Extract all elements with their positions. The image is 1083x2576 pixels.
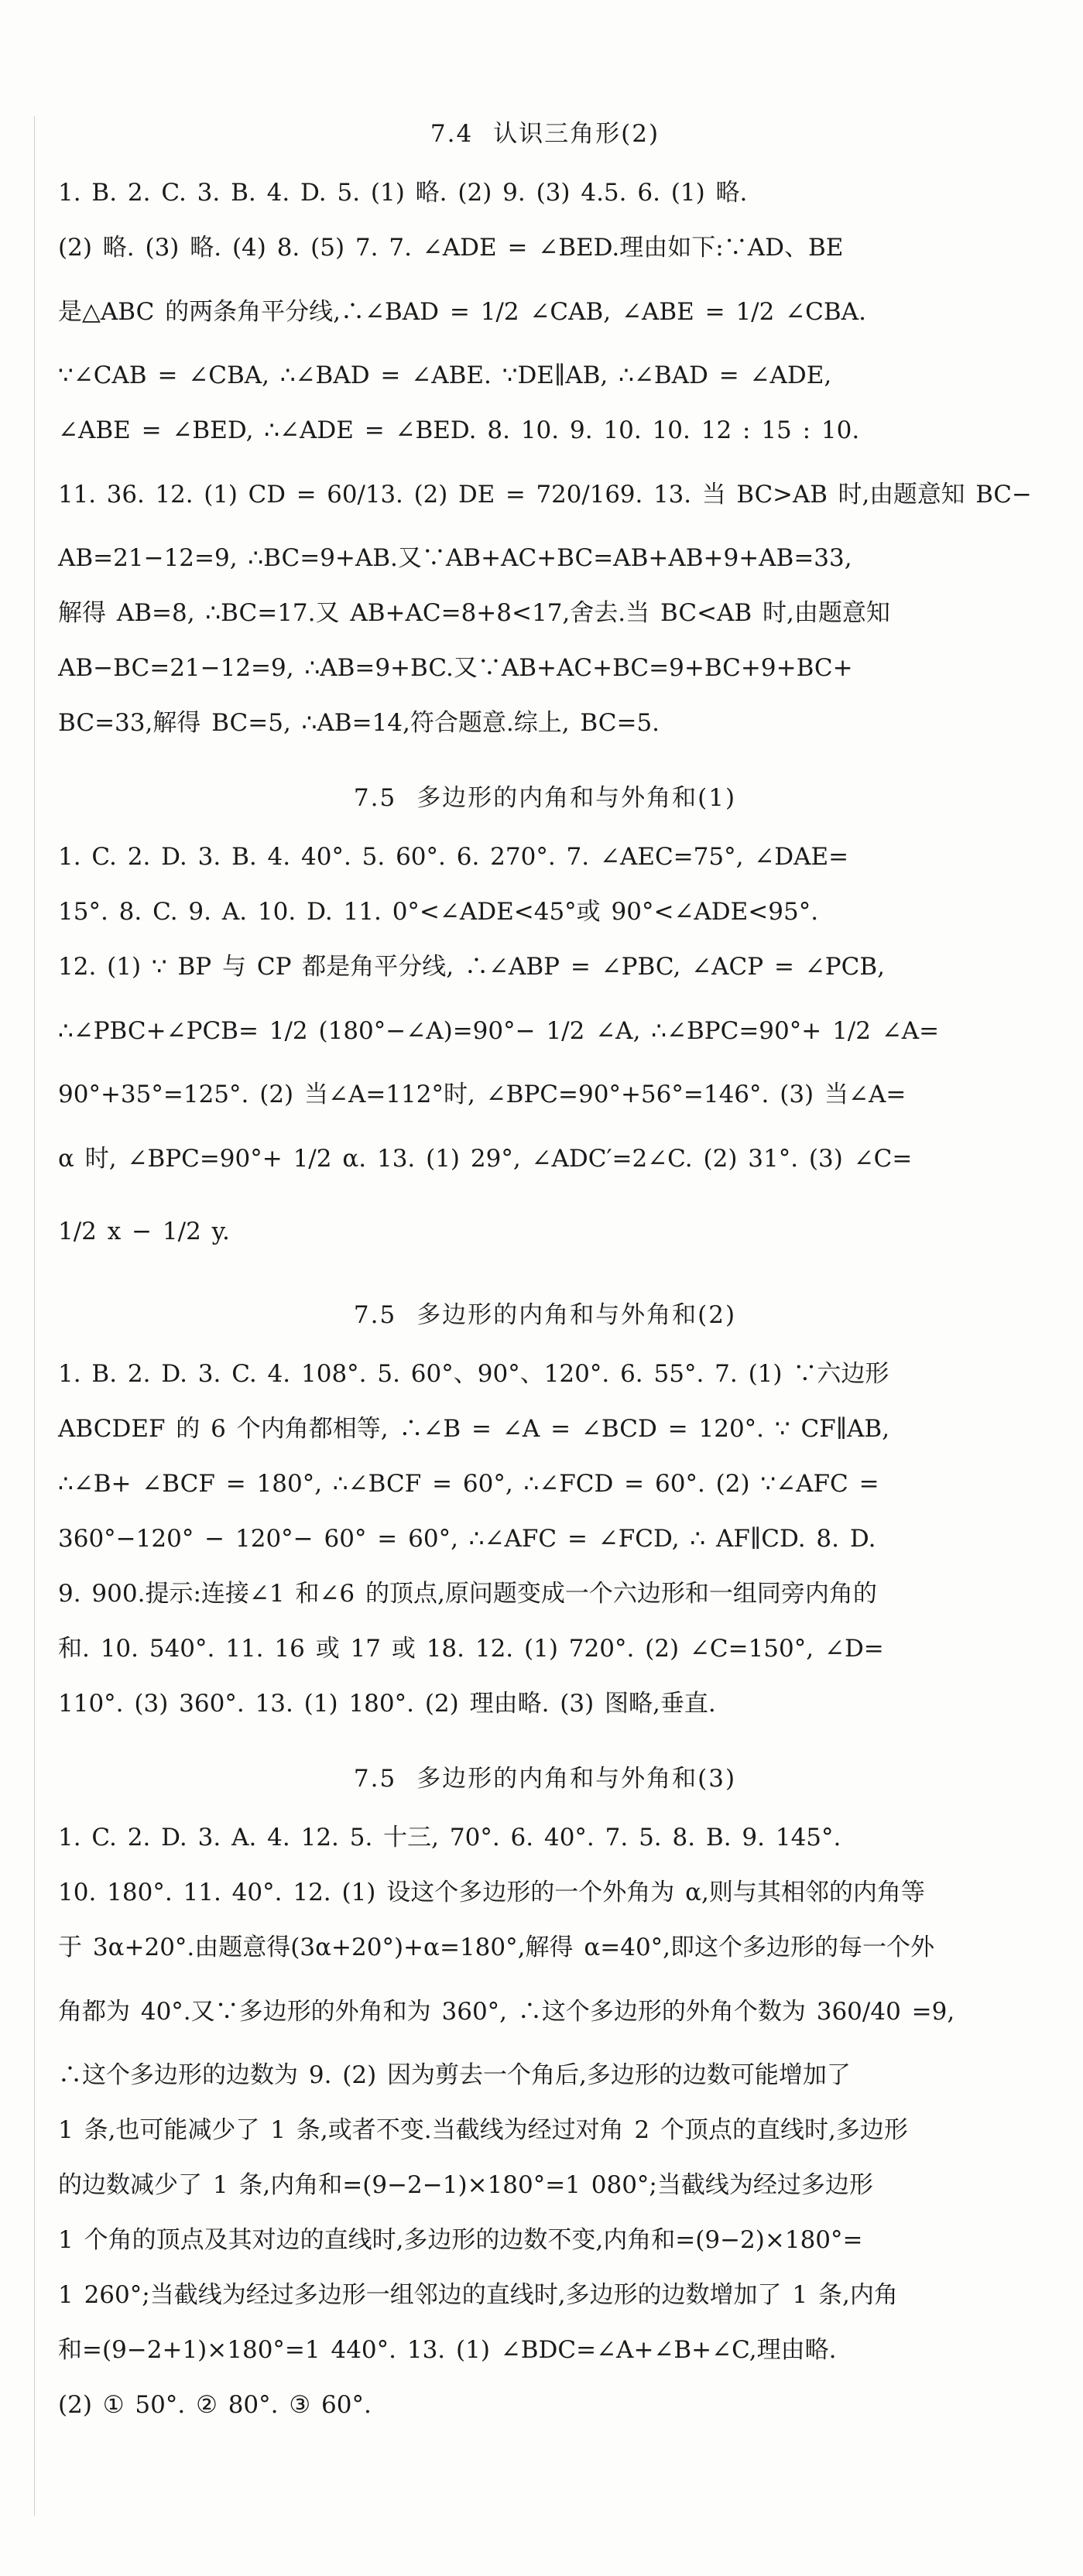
- answer-line: 1. B. 2. C. 3. B. 4. D. 5. (1) 略. (2) 9. (3) 4.5. 6. (1) 略.: [58, 179, 748, 207]
- section-number: 7.5: [353, 1301, 397, 1329]
- answer-line: ∴∠B+ ∠BCF = 180°, ∴∠BCF = 60°, ∴∠FCD = 60°. (2) ∵∠AFC =: [58, 1470, 879, 1498]
- section-heading: 多边形的内角和与外角和(1): [416, 784, 737, 812]
- answer-line: AB=21−12=9, ∴BC=9+AB.又∵AB+AC+BC=AB+AB+9+AB=33,: [58, 544, 852, 572]
- section-heading: 多边形的内角和与外角和(3): [416, 1765, 737, 1793]
- left-margin-line: [34, 116, 35, 2516]
- section-title: [58, 1297, 1032, 1333]
- answer-line: 于 3α+20°.由题意得(3α+20°)+α=180°,解得 α=40°,即这个多边形的每一个外: [58, 1934, 935, 1961]
- answer-line: 角都为 40°.又∵多边形的外角和为 360°, ∴这个多边形的外角个数为 360/40 =9,: [58, 1998, 955, 2026]
- answer-line: 是△ABC 的两条角平分线,∴∠BAD = 1/2 ∠CAB, ∠ABE = 1/2 ∠CBA.: [58, 298, 866, 326]
- answer-line: AB−BC=21−12=9, ∴AB=9+BC.又∵AB+AC+BC=9+BC+9+BC+: [58, 654, 853, 682]
- section-answers: [58, 1347, 1032, 1732]
- answer-line: BC=33,解得 BC=5, ∴AB=14,符合题意.综上, BC=5.: [58, 709, 660, 737]
- answer-line: 110°. (3) 360°. 13. (1) 180°. (2) 理由略. (3) 图略,垂直.: [58, 1690, 716, 1718]
- section-answers: [58, 166, 1032, 751]
- section-answers: [58, 830, 1032, 1268]
- section-heading: 多边形的内角和与外角和(2): [416, 1301, 737, 1329]
- answer-line: 1. C. 2. D. 3. A. 4. 12. 5. 十三, 70°. 6. 40°. 7. 5. 8. B. 9. 145°.: [58, 1824, 841, 1852]
- answer-line: 15°. 8. C. 9. A. 10. D. 11. 0°<∠ADE<45°或 90°<∠ADE<95°.: [58, 898, 819, 926]
- section-title: [58, 116, 1032, 152]
- answer-line: 10. 180°. 11. 40°. 12. (1) 设这个多边形的一个外角为 α,则与其相邻的内角等: [58, 1879, 925, 1906]
- answer-line: 的边数减少了 1 条,内角和=(9−2−1)×180°=1 080°;当截线为经过多边形: [58, 2171, 873, 2199]
- answer-line: 1/2 x − 1/2 y.: [58, 1218, 230, 1245]
- answer-line: 1 条,也可能减少了 1 条,或者不变.当截线为经过对角 2 个顶点的直线时,多边形: [58, 2116, 908, 2144]
- answer-line: 1 个角的顶点及其对边的直线时,多边形的边数不变,内角和=(9−2)×180°=: [58, 2226, 863, 2254]
- answer-line: 解得 AB=8, ∴BC=17.又 AB+AC=8+8<17,舍去.当 BC<AB 时,由题意知: [58, 599, 890, 627]
- answer-line: 12. (1) ∵ BP 与 CP 都是角平分线, ∴∠ABP = ∠PBC, ∠ACP = ∠PCB,: [58, 953, 885, 981]
- section-heading: 认识三角形(2): [493, 120, 660, 148]
- answer-line: 360°−120° − 120°− 60° = 60°, ∴∠AFC = ∠FCD, ∴ AF∥CD. 8. D.: [58, 1525, 876, 1553]
- answer-line: 90°+35°=125°. (2) 当∠A=112°时, ∠BPC=90°+56°=146°. (3) 当∠A=: [58, 1081, 906, 1108]
- section-answers: [58, 1810, 1032, 2433]
- section-title: [58, 1761, 1032, 1797]
- answer-line: 11. 36. 12. (1) CD = 60/13. (2) DE = 720/169. 13. 当 BC>AB 时,由题意知 BC−: [58, 481, 1032, 509]
- section-number: 7.5: [353, 1765, 397, 1793]
- answer-line: (2) 略. (3) 略. (4) 8. (5) 7. 7. ∠ADE = ∠BED.理由如下:∵AD、BE: [58, 234, 844, 262]
- answer-line: ∵∠CAB = ∠CBA, ∴∠BAD = ∠ABE. ∵DE∥AB, ∴∠BAD = ∠ADE,: [58, 361, 832, 389]
- answer-line: 1. B. 2. D. 3. C. 4. 108°. 5. 60°、90°、120°. 6. 55°. 7. (1) ∵六边形: [58, 1360, 889, 1388]
- answer-line: (2) ① 50°. ② 80°. ③ 60°.: [58, 2391, 372, 2419]
- answer-line: 1 260°;当截线为经过多边形一组邻边的直线时,多边形的边数增加了 1 条,内角: [58, 2281, 898, 2309]
- answer-line: 和=(9−2+1)×180°=1 440°. 13. (1) ∠BDC=∠A+∠B+∠C,理由略.: [58, 2336, 837, 2364]
- answer-line: 9. 900.提示:连接∠1 和∠6 的顶点,原问题变成一个六边形和一组同旁内角的: [58, 1580, 877, 1608]
- section-number: 7.5: [353, 784, 397, 812]
- section-number: 7.4: [430, 120, 474, 148]
- answer-line: 1. C. 2. D. 3. B. 4. 40°. 5. 60°. 6. 270°. 7. ∠AEC=75°, ∠DAE=: [58, 843, 849, 871]
- answer-line: ∴∠PBC+∠PCB= 1/2 (180°−∠A)=90°− 1/2 ∠A, ∴∠BPC=90°+ 1/2 ∠A=: [58, 1017, 940, 1045]
- answer-line: ABCDEF 的 6 个内角都相等, ∴∠B = ∠A = ∠BCD = 120°. ∵ CF∥AB,: [58, 1415, 890, 1443]
- section-title: [58, 780, 1032, 816]
- answer-content: [58, 116, 1032, 2433]
- answer-line: α 时, ∠BPC=90°+ 1/2 α. 13. (1) 29°, ∠ADC′=2∠C. (2) 31°. (3) ∠C=: [58, 1145, 913, 1173]
- answer-line: ∴这个多边形的边数为 9. (2) 因为剪去一个角后,多边形的边数可能增加了: [58, 2061, 851, 2089]
- answer-line: ∠ABE = ∠BED, ∴∠ADE = ∠BED. 8. 10. 9. 10. 10. 12 : 15 : 10.: [58, 416, 860, 444]
- answer-line: 和. 10. 540°. 11. 16 或 17 或 18. 12. (1) 720°. (2) ∠C=150°, ∠D=: [58, 1635, 884, 1663]
